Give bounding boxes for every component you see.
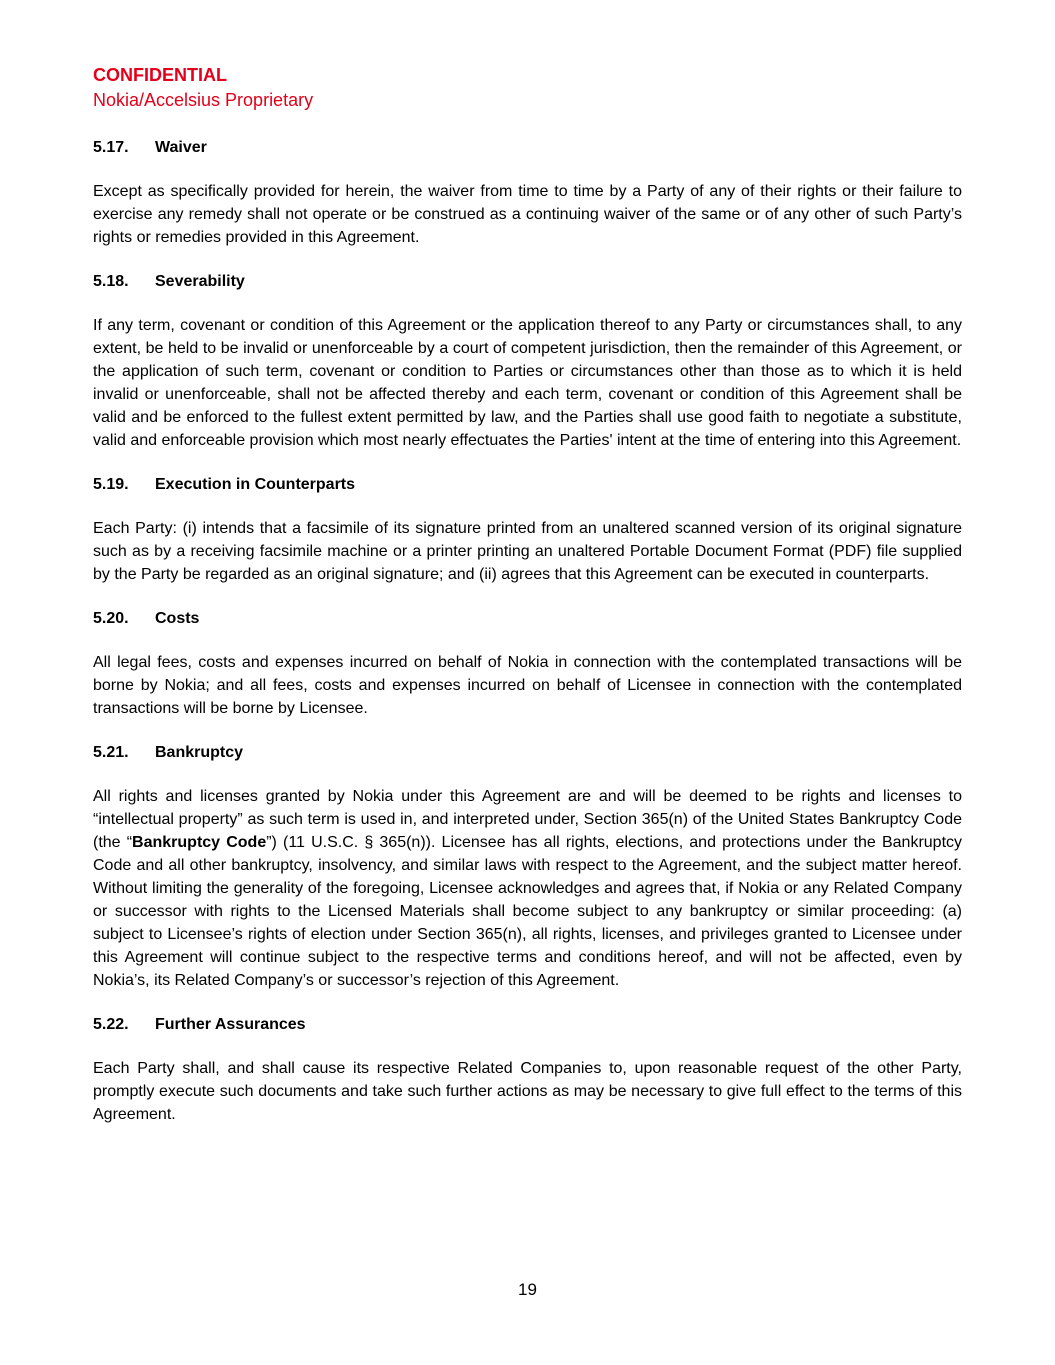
section-number: 5.19. <box>93 476 129 493</box>
confidentiality-header <box>93 63 963 113</box>
page-number: 19 <box>518 1280 537 1299</box>
section-title: Bankruptcy <box>155 744 244 761</box>
section-number: 5.17. <box>93 139 129 156</box>
section-heading-severability <box>93 270 962 293</box>
document-body <box>93 136 962 1147</box>
section-number: 5.21. <box>93 744 129 761</box>
section-paragraph-waiver: Except as specifically provided for herein, the waiver from time to time by a Party of any of their rights or their failure to exercise any remedy shall not operate or be construed as a continuing waiver of the same or of any other of such Party’s rights or remedies provided in this Agreement. <box>93 183 962 246</box>
confidential-label: CONFIDENTIAL <box>93 65 227 85</box>
section-heading-further-assurances <box>93 1013 962 1036</box>
section-paragraph-costs: All legal fees, costs and expenses incurred on behalf of Nokia in connection with the contemplated transactions will be borne by Nokia; and all fees, costs and expenses incurred on behalf of Licensee in connection with the contemplated transactions will be borne by Licensee. <box>93 654 962 717</box>
section-heading-costs <box>93 607 962 630</box>
section-heading-bankruptcy <box>93 741 962 764</box>
section-title: Execution in Counterparts <box>155 476 356 493</box>
section-title: Waiver <box>155 139 207 156</box>
section-heading-waiver <box>93 136 962 159</box>
section-number: 5.20. <box>93 610 129 627</box>
section-heading-counterparts <box>93 473 962 496</box>
section-paragraph-severability: If any term, covenant or condition of this Agreement or the application thereof to any Party or circumstances shall, to any extent, be held to be invalid or unenforceable by a court of competent jurisdiction, then the remainder of this Agreement, or the application of such term, covenant or condition to Parties or circumstances other than those as to which it is held invalid or unenforceable, shall not be affected thereby and each term, covenant or condition of this Agreement shall be valid and be enforced to the fullest extent permitted by law, and the Parties shall use good faith to negotiate a substitute, valid and enforceable provision which most nearly effectuates the Parties' intent at the time of entering into this Agreement. <box>93 317 962 449</box>
section-paragraph-bankruptcy <box>93 785 962 992</box>
paragraph-text: ”) (11 U.S.C. § 365(n)). Licensee has all rights, elections, and protections under the Bankruptcy Code and all other bankruptcy, insolvency, and similar laws with respect to the Agreement, and the subject matter hereof. Without limiting the generality of the foregoing, Licensee acknowledges and agrees that, if Nokia or any Related Company or successor with rights to the Licensed Materials shall become subject to any bankruptcy or similar proceeding: (a) subject to Licensee’s rights of election under Section 365(n), all rights, licenses, and privileges granted to Licensee under this Agreement will continue subject to the respective terms and conditions hereof, and will not be affected, even by Nokia’s, its Related Company’s or successor’s rejection of this Agreement. <box>93 834 963 989</box>
defined-term: Bankruptcy Code <box>132 834 267 851</box>
paragraph-text: All rights and licenses granted by Nokia under this Agreement are and will be deemed to be rights and licenses to “intellectual property” as such term is used in, and interpreted under, Section 365(n) of the United States Bankruptcy Code (the “ <box>93 788 962 851</box>
proprietary-label: Nokia/Accelsius Proprietary <box>93 90 314 110</box>
section-number: 5.18. <box>93 273 129 290</box>
section-paragraph-further-assurances: Each Party shall, and shall cause its respective Related Companies to, upon reasonable request of the other Party, promptly execute such documents and take such further actions as may be necessary to give full effect to the terms of this Agreement. <box>93 1060 962 1123</box>
section-title: Costs <box>155 610 200 627</box>
section-number: 5.22. <box>93 1016 129 1033</box>
section-title: Further Assurances <box>155 1016 306 1033</box>
section-paragraph-counterparts: Each Party: (i) intends that a facsimile of its signature printed from an unaltered scanned version of its original signature such as by a receiving facsimile machine or a printer printing an unaltered Portable Document Format (PDF) file supplied by the Party be regarded as an original signature; and (ii) agrees that this Agreement can be executed in counterparts. <box>93 520 962 583</box>
section-title: Severability <box>155 273 245 290</box>
